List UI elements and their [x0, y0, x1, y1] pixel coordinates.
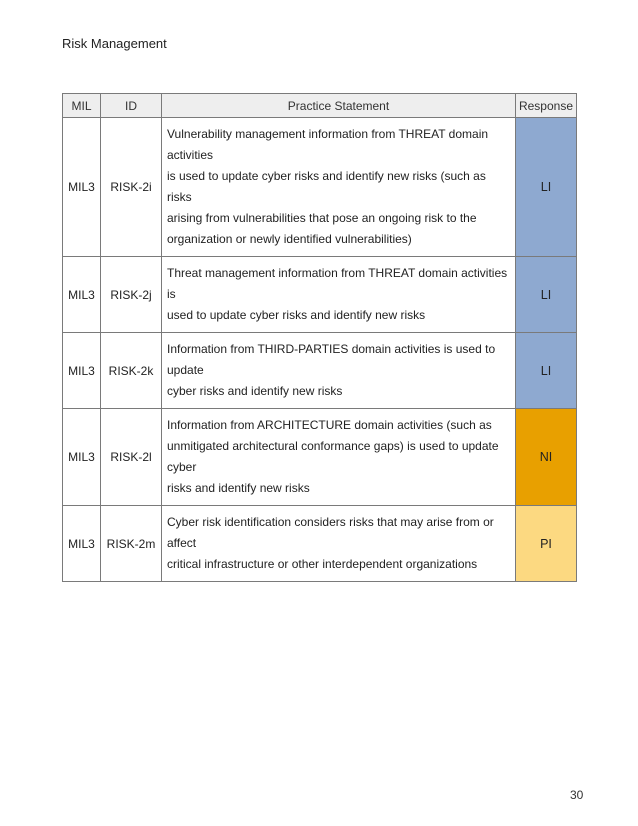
statement-line: Vulnerability management information from THREAT domain activities	[167, 127, 489, 162]
statement-line: cyber risks and identify new risks	[167, 384, 343, 398]
statement-line: Cyber risk identification considers risks that may arise from or affect	[167, 515, 494, 550]
practice-statement-cell	[162, 118, 516, 257]
mil-cell: MIL3	[63, 257, 101, 333]
id-cell: RISK-2l	[101, 409, 162, 506]
id-cell: RISK-2i	[101, 118, 162, 257]
statement-line: unmitigated architectural conformance gaps) is used to update cyber	[167, 439, 499, 474]
table-header-row	[63, 94, 577, 118]
statement-line: Information from THIRD-PARTIES domain activities is used to update	[167, 342, 496, 377]
statement-line: used to update cyber risks and identify new risks	[167, 308, 426, 322]
statement-line: critical infrastructure or other interdependent organizations	[167, 557, 478, 571]
column-header-mil: MIL	[63, 94, 101, 118]
statement-line: Information from ARCHITECTURE domain activities (such as	[167, 418, 492, 432]
id-cell: RISK-2m	[101, 506, 162, 582]
table-row	[63, 409, 577, 506]
response-cell: NI	[516, 409, 577, 506]
page-number: 30	[570, 788, 584, 802]
practice-statement-cell	[162, 409, 516, 506]
mil-cell: MIL3	[63, 506, 101, 582]
id-cell: RISK-2k	[101, 333, 162, 409]
practice-statement-cell	[162, 506, 516, 582]
statement-line: organization or newly identified vulnerabilities)	[167, 232, 412, 246]
practice-statement-cell	[162, 257, 516, 333]
table-row	[63, 118, 577, 257]
mil-cell: MIL3	[63, 118, 101, 257]
response-cell: LI	[516, 118, 577, 257]
mil-cell: MIL3	[63, 333, 101, 409]
column-header-response: Response	[516, 94, 577, 118]
mil-cell: MIL3	[63, 409, 101, 506]
table-row	[63, 333, 577, 409]
table-row	[63, 506, 577, 582]
table-row	[63, 257, 577, 333]
id-cell: RISK-2j	[101, 257, 162, 333]
statement-line: arising from vulnerabilities that pose an ongoing risk to the	[167, 211, 477, 225]
statement-line: Threat management information from THREAT domain activities is	[167, 266, 508, 301]
statement-line: is used to update cyber risks and identify new risks (such as risks	[167, 169, 486, 204]
response-cell: PI	[516, 506, 577, 582]
response-cell: LI	[516, 333, 577, 409]
column-header-practice-statement: Practice Statement	[162, 94, 516, 118]
response-cell: LI	[516, 257, 577, 333]
statement-line: risks and identify new risks	[167, 481, 310, 495]
practice-table	[62, 93, 577, 582]
page-header-title: Risk Management	[62, 36, 167, 51]
practice-statement-cell	[162, 333, 516, 409]
column-header-id: ID	[101, 94, 162, 118]
